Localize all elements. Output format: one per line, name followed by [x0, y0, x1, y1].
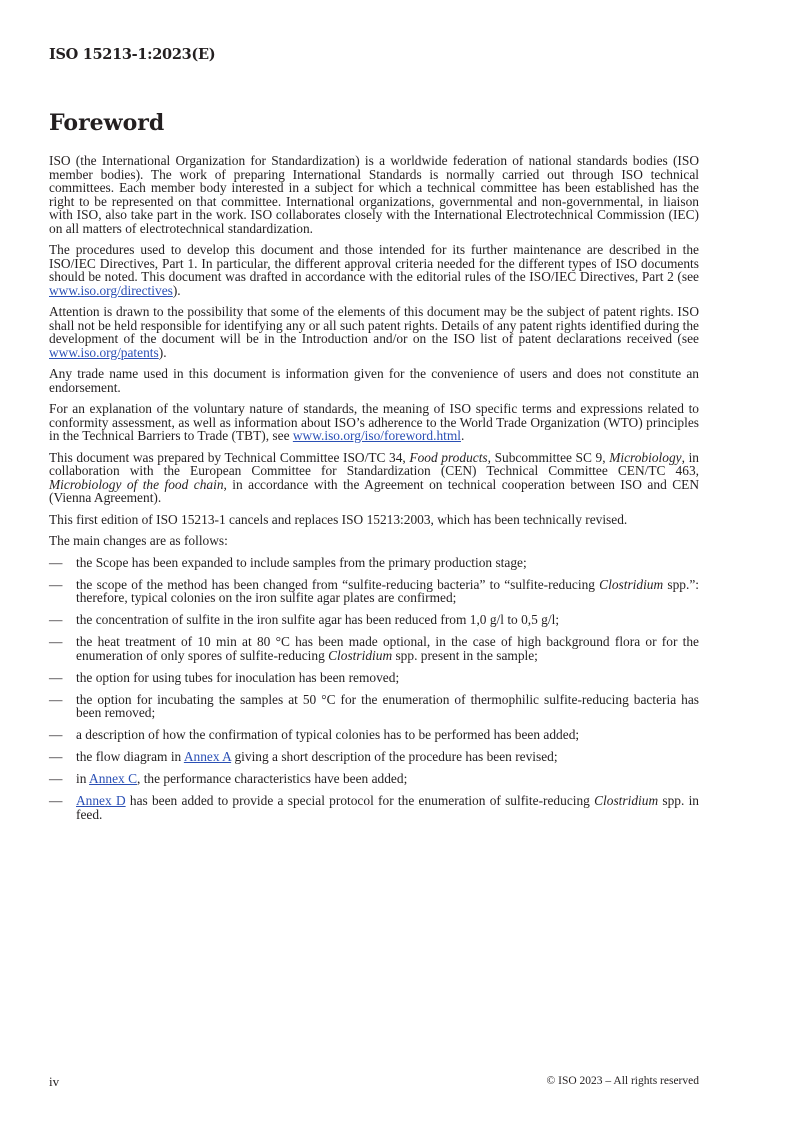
hyperlink[interactable]: Annex D [76, 793, 126, 808]
text-run: a description of how the confirmation of typical colonies has to be performed has been added; [76, 727, 580, 742]
list-item [49, 635, 699, 662]
italic-text: Food products [409, 449, 488, 465]
list-item-text [76, 635, 699, 662]
list-item [49, 613, 699, 627]
text-run: ). [158, 344, 167, 360]
text-run: spp. present in the sample; [392, 647, 538, 663]
list-dash: — [49, 727, 63, 742]
list-item [49, 750, 699, 764]
paragraph [49, 534, 699, 548]
text-run: the scope of the method has been changed from “sulfite-reducing bacteria” to “sulfite-reducing [76, 576, 600, 592]
list-item [49, 772, 699, 786]
list-dash: — [49, 612, 63, 627]
text-run: For an explanation of the voluntary nature of standards, the meaning of ISO specific terms and expressions related to conformity assessment, as well as information about ISO’s adherence to the World Trade Organization (WTO) principles in the Technical Barriers to Trade (TBT), see [49, 401, 699, 443]
italic-text: Microbiology of the food chain [49, 476, 224, 492]
text-run: , in collaboration with the European Committee for Standardization (CEN) Technical Committee CEN/TC 463, [49, 449, 699, 478]
text-run: spp. in feed. [76, 793, 699, 822]
list-item-text [76, 728, 699, 742]
text-run: the option for using tubes for inoculation has been removed; [76, 669, 400, 685]
italic-text: Clostridium [594, 793, 659, 808]
list-dash: — [49, 554, 63, 570]
text-run: , the performance characteristics have been added; [137, 771, 408, 786]
text-run: the Scope has been expanded to include samples from the primary production stage; [76, 554, 527, 570]
list-dash: — [49, 576, 63, 592]
list-dash: — [49, 634, 63, 649]
text-run: in [76, 771, 90, 786]
text-run: ISO (the International Organization for Standardization) is a worldwide federation of national standards bodies (ISO member bodies). The work of preparing International Standards is normally carried out through ISO technical committees. Each member body interested in a subject for which a technical committee has been established has the right to be represented on that committee. International organizations, governmental and non-governmental, in liaison with ISO, also take part in the work. ISO collaborates closely with the International Electrotechnical Commission (IEC) on all matters of electrotechnical standardization. [49, 153, 699, 236]
text-run: , in accordance with the Agreement on technical cooperation between ISO and CEN (Vienna Agreement). [49, 476, 699, 505]
list-item [49, 556, 699, 570]
text-run: the heat treatment of 10 min at 80 °C has been made optional, in the case of high background flora or for the enumeration of only spores of sulfite-reducing [76, 634, 699, 663]
page-number: iv [49, 1074, 60, 1089]
text-run: This first edition of ISO 15213-1 cancels and replaces ISO 15213:2003, which has been technically revised. [49, 511, 628, 527]
text-run: has been added to provide a special protocol for the enumeration of sulfite-reducing [125, 793, 595, 808]
copyright-notice: © ISO 2023 – All rights reserved [546, 1075, 699, 1087]
hyperlink[interactable]: Annex A [183, 749, 232, 764]
text-run: spp.”: therefore, typical colonies on the iron sulfite agar plates are confirmed; [76, 576, 699, 605]
list-item-text [76, 750, 699, 764]
italic-text: Microbiology [609, 449, 682, 465]
list-item [49, 728, 699, 742]
text-run: Any trade name used in this document is information given for the convenience of users and does not constitute an endorsement. [49, 366, 699, 395]
list-item-text [76, 578, 699, 605]
italic-text: Clostridium [328, 647, 393, 663]
text-run: Attention is drawn to the possibility that some of the elements of this document may be the subject of patent rights. ISO shall not be held responsible for identifying any or all such patent rights. Details of any patent rights identified during the development of the document will be in the Introduction and/or on the ISO list of patent declarations received (see [49, 304, 699, 346]
page-title: Foreword [49, 110, 165, 136]
paragraph [49, 305, 699, 359]
text-run: . [461, 428, 465, 443]
hyperlink[interactable]: Annex C [89, 771, 138, 786]
text-run: the option for incubating the samples at 50 °C for the enumeration of thermophilic sulfite-reducing bacteria has been removed; [76, 691, 699, 720]
text-run: ). [172, 282, 181, 298]
list-item-text [76, 671, 699, 685]
paragraph [49, 451, 699, 505]
text-run: The main changes are as follows: [49, 533, 228, 548]
paragraph [49, 154, 699, 235]
text-run: This document was prepared by Technical Committee ISO/TC 34, [49, 449, 410, 465]
hyperlink[interactable]: www.iso.org/directives [49, 282, 173, 298]
list-item [49, 794, 699, 821]
list-item-text [76, 772, 699, 786]
italic-text: Clostridium [599, 576, 664, 592]
list-item [49, 671, 699, 685]
list-item-text [76, 693, 699, 720]
list-dash: — [49, 749, 63, 764]
text-run: the concentration of sulfite in the iron sulfite agar has been reduced from 1,0 g/l to 0,5 g/l; [76, 612, 560, 627]
changes-list [49, 556, 699, 822]
paragraphs [49, 154, 699, 548]
hyperlink[interactable]: www.iso.org/iso/foreword.html [292, 428, 461, 443]
list-dash: — [49, 771, 63, 786]
list-item-text [76, 613, 699, 627]
foreword-body [49, 154, 699, 830]
list-dash: — [49, 669, 63, 685]
paragraph [49, 367, 699, 394]
list-item-text [76, 794, 699, 821]
text-run: The procedures used to develop this document and those intended for its further maintenance are described in the ISO/IEC Directives, Part 1. In particular, the different approval criteria needed for the different types of ISO documents should be noted. This document was drafted in accordance with the editorial rules of the ISO/IEC Directives, Part 2 (see [49, 242, 699, 284]
text-run: giving a short description of the procedure has been revised; [231, 749, 558, 764]
list-dash: — [49, 691, 63, 707]
list-item-text [76, 556, 699, 570]
paragraph [49, 513, 699, 527]
list-dash: — [49, 793, 63, 808]
text-run: , Subcommittee SC 9, [487, 449, 610, 465]
list-item [49, 578, 699, 605]
text-run: the flow diagram in [76, 749, 184, 764]
document-header: ISO 15213-1:2023(E) [49, 46, 216, 63]
paragraph [49, 243, 699, 297]
paragraph [49, 402, 699, 443]
hyperlink[interactable]: www.iso.org/patents [49, 344, 159, 360]
list-item [49, 693, 699, 720]
